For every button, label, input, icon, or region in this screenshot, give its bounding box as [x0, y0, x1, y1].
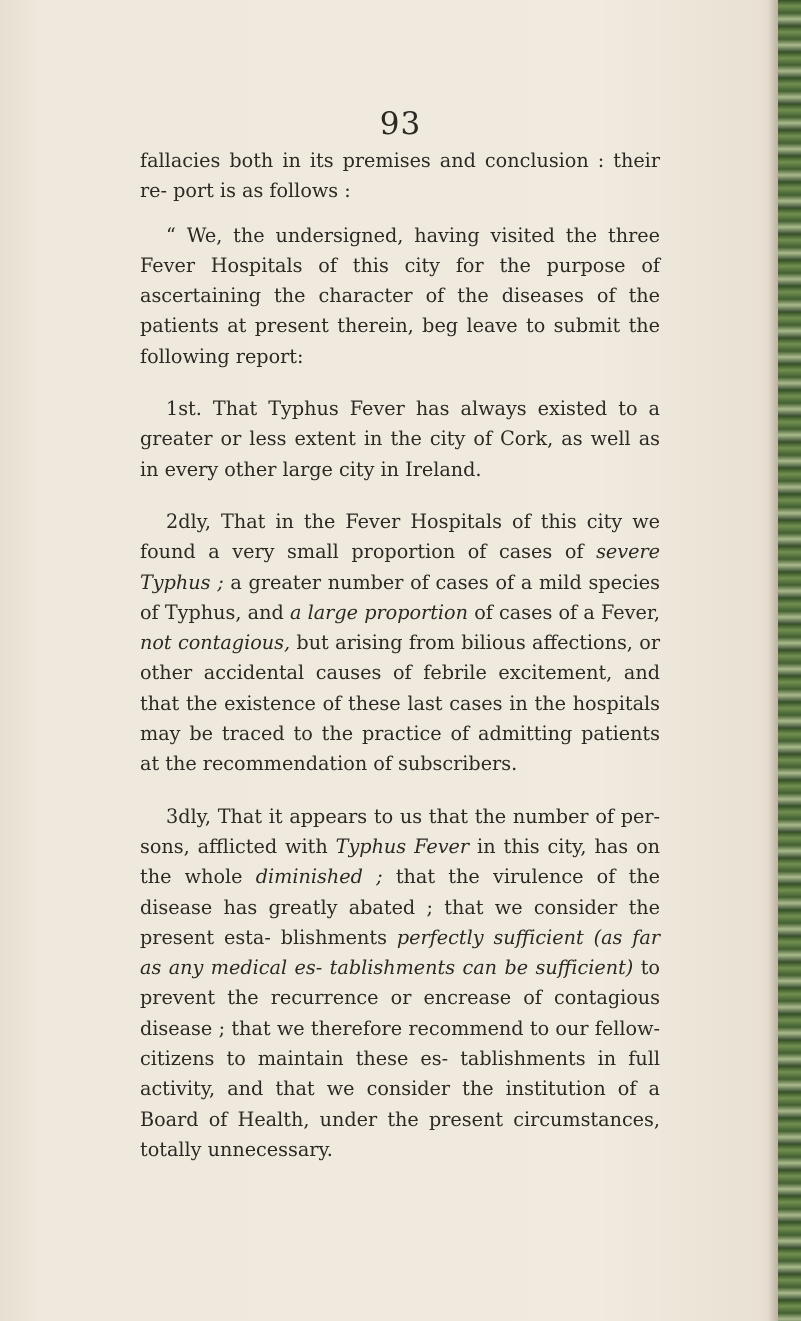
paragraph-second-italic-3: not contagious,: [140, 631, 291, 655]
paragraph-third-text-4: to prevent the recurrence or encrease of contagious disease ; that we therefore recommend to our fellow-citizens to maintain these es- tablishments in full activity, and that we consider the institution of a Board of Health, under the present circumstances, totally unnecessary.: [140, 956, 660, 1161]
paragraph-opening-text: “ We, the undersigned, having visited the three Fever Hospitals of this city for the purpose of ascertaining the character of the diseases of the patients at present therein, beg leave to submit the following report:: [140, 223, 660, 368]
paragraph-intro: [140, 146, 660, 207]
page-number: 93: [379, 106, 422, 142]
paragraph-second: [140, 507, 660, 780]
paragraph-third-text-1: 3dly, That it appears to us that the number of per- sons, afflicted with: [140, 804, 660, 858]
paragraph-opening: [140, 221, 660, 372]
paragraph-second-italic-1: severe Typhus ;: [140, 540, 660, 594]
paragraph-second-text-1: 2dly, That in the Fever Hospitals of this city we found a very small proportion of cases of: [140, 509, 660, 564]
paragraph-second-text-2: a greater number of cases of a mild species of Typhus, and: [140, 570, 661, 624]
binding-edge: [778, 0, 801, 1321]
paragraph-third: [140, 802, 660, 1166]
paragraph-second-text-4: but arising from bilious affections, or other accidental causes of febrile excitement, and that the existence of these last cases in the hospitals may be traced to the practice of admitting patients at the recommendation of subscribers.: [140, 631, 660, 776]
paragraph-second-italic-2: a large proportion: [289, 600, 468, 624]
paragraph-third-italic-1: Typhus Fever: [335, 834, 470, 858]
paragraph-intro-text: fallacies both in its premises and conclusion : their re- port is as follows :: [140, 149, 660, 203]
paragraph-second-text-3: of cases of a Fever,: [467, 600, 660, 624]
paragraph-third-text-2: in this city, has on the whole: [140, 834, 660, 889]
text-block: [140, 146, 660, 1165]
paragraph-third-italic-2: diminished ;: [255, 865, 383, 889]
paragraph-first-text: 1st. That Typhus Fever has always existed to a greater or less extent in the city of Cork, as well as in every other large city in Ireland.: [140, 397, 660, 481]
paragraph-first: [140, 394, 660, 485]
paragraph-third-italic-3: perfectly sufficient (as far as any medical es- tablishments can be sufficient): [140, 925, 660, 980]
paragraph-third-text-3: that the virulence of the disease has greatly abated ; that we consider the present esta- blishments: [140, 865, 661, 949]
